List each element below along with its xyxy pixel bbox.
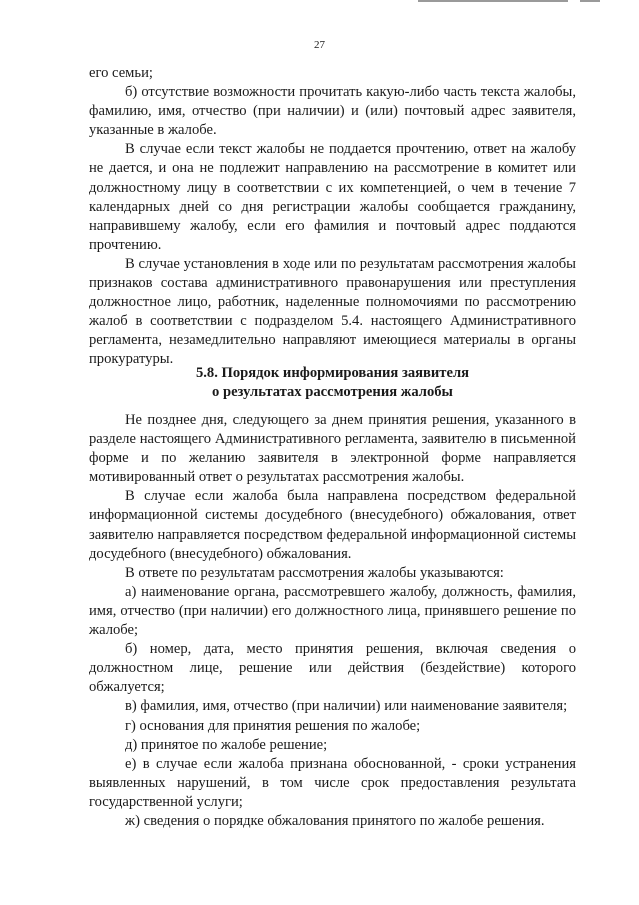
- list-item: б) номер, дата, место принятия решения, включая сведения о должностном лице, решение или действия (бездействие) которого обжалуется;: [89, 641, 576, 696]
- list-item: г) основания для принятия решения по жалобе;: [125, 717, 421, 734]
- paragraph: В случае если текст жалобы не поддается прочтению, ответ на жалобу не дается, и она не подлежит направлению на рассмотрение в комитет или должностному лицу в соответствии с их компетенцией, о чем в течение 7 календарных дней со дня регистрации жалобы сообщается гражданину, направившему жалобу, если его фамилия и почтовый адрес поддаются прочтению.: [89, 141, 576, 253]
- paragraph: Не позднее дня, следующего за днем принятия решения, указанного в разделе настоящего Административного регламента, заявителю в письменной форме и по желанию заявителя в электронной форме направляется мотивированный ответ о результатах рассмотрения жалобы.: [89, 412, 576, 486]
- bottom-text-block: [89, 411, 576, 831]
- section-heading-line: 5.8. Порядок информирования заявителя: [195, 365, 470, 381]
- paragraph: В случае если жалоба была направлена посредством федеральной информационной системы досудебного (внесудебного) обжалования, ответ заявителю направляется посредством федеральной информационной системы досудебного (внесудебного) обжалования.: [89, 488, 576, 562]
- section-heading-line: о результатах рассмотрения жалобы: [212, 384, 453, 401]
- list-item: в) фамилия, имя, отчество (при наличии) или наименование заявителя;: [125, 698, 568, 715]
- section-heading: [89, 364, 576, 402]
- list-item: д) принятое по жалобе решение;: [125, 736, 328, 753]
- paragraph: В случае установления в ходе или по результатам рассмотрения жалобы признаков состава административного правонарушения или преступления должностное лицо, работник, наделенные полномочиями по рассмотрению жалоб в соответствии с подразделом 5.4. настоящего Административного регламента, незамедлительно направляют имеющиеся материалы в органы прокуратуры.: [89, 255, 576, 368]
- paragraph: его семьи;: [89, 65, 153, 81]
- paragraph: б) отсутствие возможности прочитать какую-либо часть текста жалобы, фамилию, имя, отчество (при наличии) и (или) почтовый адрес заявителя, указанные в жалобе.: [89, 84, 576, 139]
- paragraph: В ответе по результатам рассмотрения жалобы указываются:: [125, 564, 504, 581]
- list-item: ж) сведения о порядке обжалования принятого по жалобе решения.: [125, 812, 545, 829]
- page-number: 27: [314, 39, 325, 51]
- top-text-block: [89, 64, 576, 370]
- scan-artifact: [580, 0, 600, 2]
- list-item: а) наименование органа, рассмотревшего жалобу, должность, фамилия, имя, отчество (при наличии) его должностного лица, принявшего решение по жалобе;: [89, 583, 576, 639]
- scan-artifact: [418, 0, 568, 2]
- list-item: е) в случае если жалоба признана обоснованной, - сроки устранения выявленных нарушений, в том числе срок предоставления результата государственной услуги;: [89, 755, 576, 810]
